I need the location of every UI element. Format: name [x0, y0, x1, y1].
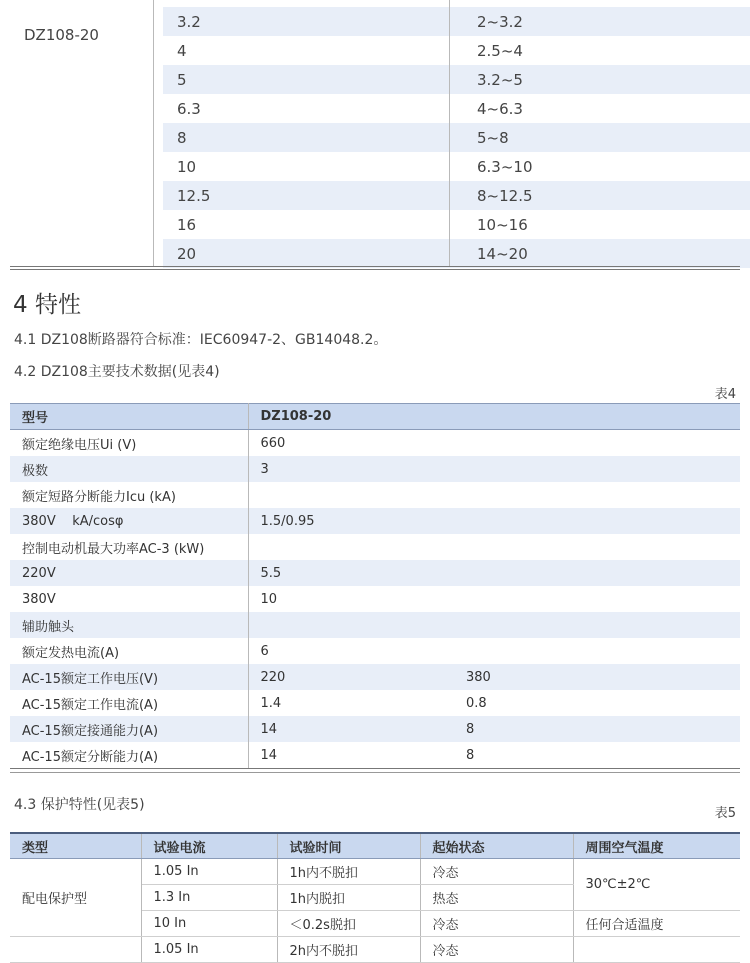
- setting-range-cell: 2.5~4: [477, 41, 523, 60]
- row-value-2: 8: [454, 716, 740, 742]
- rated-current-cell: 3.2: [177, 12, 201, 31]
- table-row: [10, 612, 740, 638]
- setting-range-cell: 6.3~10: [477, 157, 533, 176]
- test-time-cell: 1h内不脱扣: [277, 859, 420, 885]
- row-value: [248, 482, 454, 508]
- row-value: 5.5: [248, 560, 454, 586]
- type-cell: 配电保护型: [10, 859, 141, 937]
- setting-range-cell: 10~16: [477, 215, 528, 234]
- row-label: 220V: [10, 560, 248, 586]
- table-row: [163, 239, 750, 268]
- row-label: 极数: [10, 456, 248, 482]
- rated-current-cell: 20: [177, 244, 197, 263]
- test-time-cell: ＜0.2s脱扣: [277, 911, 420, 937]
- test-time-cell: 1h内脱扣: [277, 885, 420, 911]
- initial-state-cell: 冷态: [420, 937, 573, 963]
- setting-range-cell: 3.2~5: [477, 70, 523, 89]
- row-value: 6: [260, 643, 269, 659]
- row-label: AC-15额定接通能力(A): [10, 716, 248, 742]
- table-row: [163, 152, 750, 181]
- table-row: [10, 664, 740, 690]
- column-divider: [449, 0, 450, 266]
- ambient-temp-cell: 30℃±2℃: [573, 859, 740, 911]
- table-row: [10, 690, 740, 716]
- setting-range-cell: 2~3.2: [477, 12, 523, 31]
- test-current-cell: 1.05 In: [141, 937, 277, 963]
- row-value-2: [454, 560, 740, 586]
- column-divider: [153, 0, 154, 266]
- row-value: 14: [248, 716, 454, 742]
- header-type: 类型: [10, 833, 141, 859]
- row-value-2: [454, 430, 740, 457]
- test-current-cell: 1.05 In: [141, 859, 277, 885]
- table-row: [163, 94, 750, 123]
- row-value: 3: [248, 456, 454, 482]
- row-value-2: 0.8: [466, 695, 487, 711]
- setting-range-cell: 14~20: [477, 244, 528, 263]
- type-cell: [10, 937, 141, 963]
- header-test-time: 试验时间: [277, 833, 420, 859]
- protection-characteristics-table: [10, 832, 740, 963]
- table-bottom-rule: [10, 772, 740, 774]
- table-row: [10, 937, 740, 963]
- header-model-value: DZ108-20: [248, 404, 740, 430]
- table-header-row: [10, 404, 740, 430]
- setting-range-cell: 8~12.5: [477, 186, 533, 205]
- table-row: [10, 638, 740, 664]
- table-row: [10, 534, 740, 560]
- row-value-2: [454, 482, 740, 508]
- header-test-current: 试验电流: [141, 833, 277, 859]
- rated-current-cell: 6.3: [177, 99, 201, 118]
- row-value-2: [454, 612, 740, 638]
- section-title: 4 特性: [13, 292, 81, 318]
- test-current-cell: 1.3 In: [141, 885, 277, 911]
- row-label: 额定绝缘电压Ui (V): [10, 430, 248, 457]
- technical-data-table: [10, 403, 740, 769]
- row-value-2: [454, 638, 740, 664]
- table-row: [10, 456, 740, 482]
- row-label: 380V kA/cosφ: [10, 508, 248, 534]
- table-row: [10, 716, 740, 742]
- table-row: [163, 181, 750, 210]
- row-label: 额定短路分断能力Icu (kA): [10, 482, 248, 508]
- row-label: AC-15额定工作电流(A): [10, 690, 248, 716]
- paragraph-4-2: 4.2 DZ108主要技术数据(见表4): [14, 364, 220, 380]
- row-value: 10: [260, 591, 278, 607]
- row-value-2: [454, 586, 740, 612]
- paragraph-4-3: 4.3 保护特性(见表5): [14, 797, 145, 813]
- table5-caption: 表5: [714, 806, 736, 821]
- header-model: 型号: [10, 404, 248, 430]
- row-value: 1.5/0.95: [248, 508, 454, 534]
- table-row: [163, 7, 750, 36]
- test-time-cell: 2h内不脱扣: [277, 937, 420, 963]
- rated-current-cell: 16: [177, 215, 197, 234]
- table-row: [10, 508, 740, 534]
- row-value-2: [454, 534, 740, 560]
- row-value-2: 380: [454, 664, 740, 690]
- row-value: [248, 612, 454, 638]
- rated-current-cell: 5: [177, 70, 187, 89]
- table-row: [10, 742, 740, 769]
- table-row: [10, 859, 740, 885]
- header-ambient-temp: 周围空气温度: [573, 833, 740, 859]
- table-row: [163, 210, 750, 239]
- rated-current-cell: 8: [177, 128, 187, 147]
- ambient-temp-cell: 任何合适温度: [573, 911, 740, 937]
- header-initial-state: 起始状态: [420, 833, 573, 859]
- table4-caption: 表4: [714, 387, 736, 402]
- row-label: AC-15额定工作电压(V): [10, 664, 248, 690]
- initial-state-cell: 热态: [420, 885, 573, 911]
- initial-state-cell: 冷态: [420, 911, 573, 937]
- table-row: [10, 430, 740, 457]
- rated-current-table: [10, 0, 740, 273]
- table-row: [10, 482, 740, 508]
- table-row: [163, 65, 750, 94]
- model-cell: DZ108-20: [24, 26, 99, 44]
- row-value: 220: [248, 664, 454, 690]
- row-value-2: [454, 456, 740, 482]
- row-value-2: 8: [454, 742, 740, 769]
- row-value-2: [454, 508, 740, 534]
- row-value: 660: [260, 435, 286, 451]
- rated-current-cell: 10: [177, 157, 197, 176]
- row-value: 1.4: [260, 695, 282, 711]
- row-label: 控制电动机最大功率AC-3 (kW): [10, 534, 248, 560]
- test-current-cell: 10 In: [141, 911, 277, 937]
- row-label: 380V: [10, 586, 248, 612]
- table-row: [163, 123, 750, 152]
- table-row: [10, 586, 740, 612]
- rated-current-cell: 12.5: [177, 186, 211, 205]
- table-row: [10, 560, 740, 586]
- row-label: 辅助触头: [10, 612, 248, 638]
- row-label: 额定发热电流(A): [10, 638, 248, 664]
- table-row: [163, 36, 750, 65]
- setting-range-cell: 5~8: [477, 128, 509, 147]
- row-value: [248, 534, 454, 560]
- rated-current-cell: 4: [177, 41, 187, 60]
- paragraph-4-1: 4.1 DZ108断路器符合标准：IEC60947-2、GB14048.2。: [14, 332, 388, 348]
- ambient-temp-cell: [573, 937, 740, 963]
- table-header-row: [10, 833, 740, 859]
- initial-state-cell: 冷态: [420, 859, 573, 885]
- row-label: AC-15额定分断能力(A): [10, 742, 248, 769]
- table-bottom-rule: [10, 266, 740, 270]
- setting-range-cell: 4~6.3: [477, 99, 523, 118]
- row-value: 14: [248, 742, 454, 769]
